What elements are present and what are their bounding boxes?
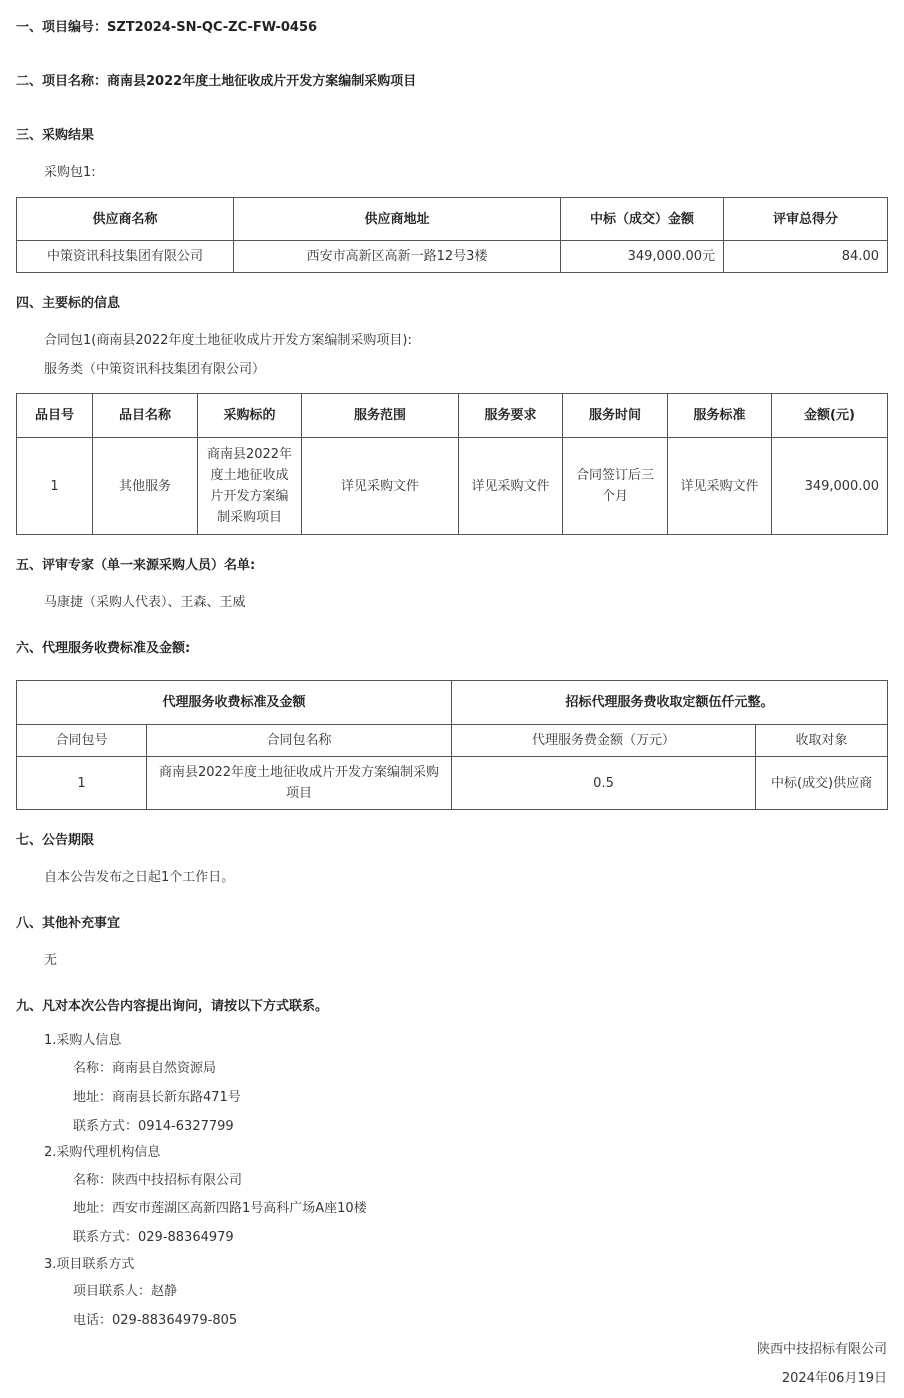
project-contact-phone: 电话：029-88364979-805	[73, 1313, 238, 1328]
supplier-name: 中策资讯科技集团有限公司	[17, 241, 234, 273]
fee-amount-header: 招标代理服务费收取定额伍仟元整。	[452, 681, 888, 725]
section-8-title: 八、其他补充事宜	[16, 916, 121, 931]
amount: 349,000.00	[772, 438, 888, 535]
service-category: 服务类（中策资讯科技集团有限公司）	[44, 362, 266, 377]
expert-list: 马康捷（采购人代表）、王森、王威	[44, 595, 246, 610]
project-number	[16, 19, 317, 37]
buyer-contact: 联系方式：0914-6327799	[73, 1119, 234, 1134]
section-9-title: 九、凡对本次公告内容提出询问，请按以下方式联系。	[16, 999, 329, 1014]
subject-table	[16, 393, 888, 535]
header-cell: 中标（成交）金额	[561, 198, 724, 241]
fee-standard-header: 代理服务收费标准及金额	[17, 681, 452, 725]
agency-fee-amount: 0.5	[452, 757, 756, 810]
service-requirement: 详见采购文件	[459, 438, 563, 535]
buyer-address: 地址：商南县长新东路471号	[73, 1090, 241, 1105]
supplier-address: 西安市高新区高新一路12号3楼	[234, 241, 561, 273]
project-contact-title: 3.项目联系方式	[44, 1257, 135, 1272]
project-name	[16, 73, 416, 91]
buyer-name: 名称：商南县自然资源局	[73, 1061, 217, 1076]
section-3-title: 三、采购结果	[16, 128, 95, 143]
procurement-subject: 商南县2022年度土地征收成片开发方案编制采购项目	[198, 438, 302, 535]
header-cell: 采购标的	[198, 394, 302, 438]
agency-name: 名称：陕西中技招标有限公司	[73, 1173, 243, 1188]
service-standard: 详见采购文件	[668, 438, 772, 535]
agency-info-title: 2.采购代理机构信息	[44, 1145, 161, 1160]
header-cell: 供应商名称	[17, 198, 234, 241]
service-time: 合同签订后三个月	[563, 438, 668, 535]
header-cell: 服务要求	[459, 394, 563, 438]
footer-date: 2024年06月19日	[781, 1371, 887, 1386]
other-matters: 无	[44, 953, 58, 968]
header-cell: 品目号	[17, 394, 93, 438]
project-number-label: 一、项目编号：	[16, 20, 108, 35]
header-cell: 金额(元)	[772, 394, 888, 438]
agency-address: 地址：西安市莲湖区高新四路1号高科广场A座10楼	[73, 1201, 367, 1216]
contract-package-number: 1	[17, 757, 147, 810]
item-name: 其他服务	[93, 438, 198, 535]
project-name-label: 二、项目名称：	[16, 74, 108, 89]
table-header-row	[17, 394, 888, 438]
contract-package: 合同包1(商南县2022年度土地征收成片开发方案编制采购项目):	[44, 333, 412, 348]
result-table	[16, 197, 888, 273]
bid-amount: 349,000.00元	[561, 241, 724, 273]
header-cell: 品目名称	[93, 394, 198, 438]
table-header-row	[17, 198, 888, 241]
table-header-row	[17, 681, 888, 725]
table-row	[17, 438, 888, 535]
header-cell: 服务标准	[668, 394, 772, 438]
footer-organization: 陕西中技招标有限公司	[756, 1342, 887, 1357]
header-cell: 服务时间	[563, 394, 668, 438]
total-score: 84.00	[724, 241, 888, 273]
agency-contact: 联系方式：029-88364979	[73, 1230, 234, 1245]
table-subheader-row	[17, 725, 888, 757]
section-7-title: 七、公告期限	[16, 833, 95, 848]
header-cell: 评审总得分	[724, 198, 888, 241]
project-name-value: 商南县2022年度土地征收成片开发方案编制采购项目	[107, 74, 417, 89]
package-label: 采购包1:	[44, 165, 96, 180]
item-number: 1	[17, 438, 93, 535]
header-cell: 服务范围	[302, 394, 459, 438]
project-contact-person: 项目联系人：赵静	[73, 1284, 178, 1299]
buyer-info-title: 1.采购人信息	[44, 1033, 122, 1048]
header-cell: 代理服务费金额（万元）	[452, 725, 756, 757]
agency-fee-table	[16, 680, 888, 810]
contract-package-name: 商南县2022年度土地征收成片开发方案编制采购项目	[147, 757, 452, 810]
notice-period: 自本公告发布之日起1个工作日。	[44, 870, 235, 885]
header-cell: 收取对象	[756, 725, 888, 757]
service-scope: 详见采购文件	[302, 438, 459, 535]
section-6-title: 六、代理服务收费标准及金额:	[16, 641, 191, 656]
section-4-title: 四、主要标的信息	[16, 296, 121, 311]
header-cell: 合同包名称	[147, 725, 452, 757]
header-cell: 供应商地址	[234, 198, 561, 241]
section-5-title: 五、评审专家（单一来源采购人员）名单:	[16, 558, 256, 573]
table-row	[17, 757, 888, 810]
header-cell: 合同包号	[17, 725, 147, 757]
fee-payer: 中标(成交)供应商	[756, 757, 888, 810]
table-row	[17, 241, 888, 273]
project-number-value: SZT2024-SN-QC-ZC-FW-0456	[107, 20, 318, 35]
